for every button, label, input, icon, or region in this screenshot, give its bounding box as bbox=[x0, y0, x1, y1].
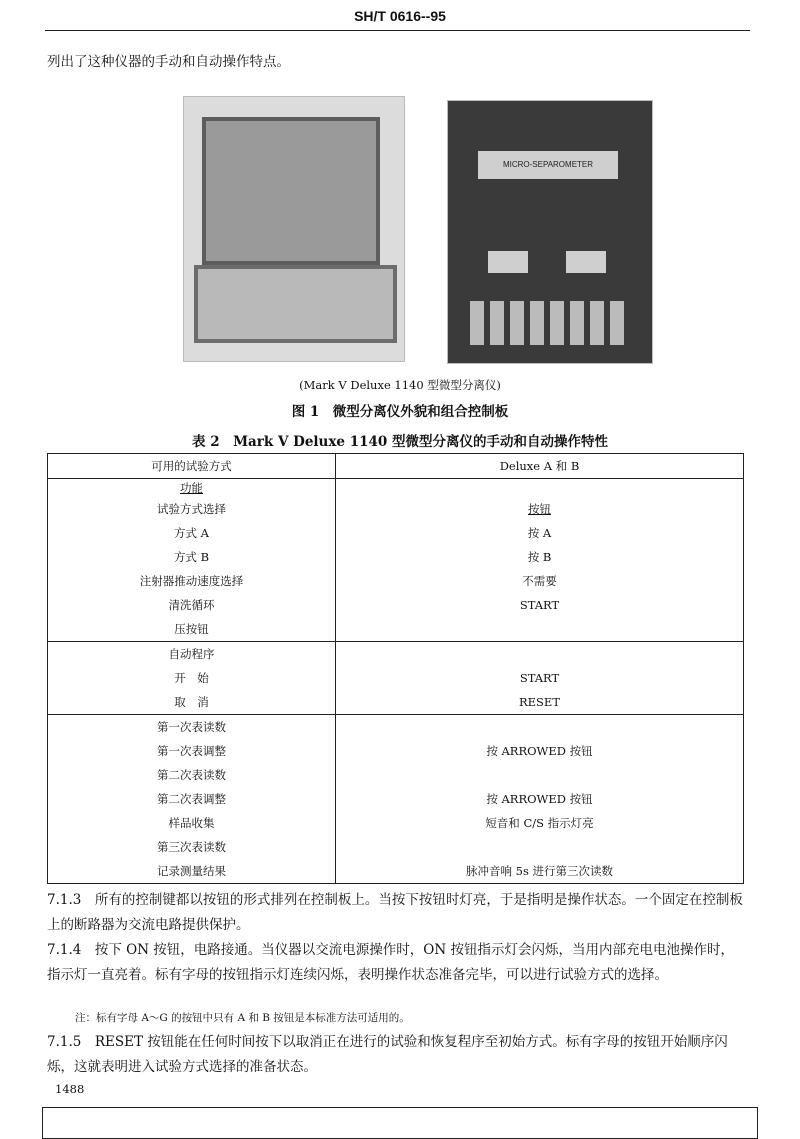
paragraph-7-1-5: 7.1.5 RESET 按钮能在任何时间按下以取消正在进行的试验和恢复程序至初始方式。标有字母的按钮开始顺序闪烁，这就表明进入试验方式选择的准备状态。 bbox=[47, 1034, 728, 1075]
instrument-case-photo bbox=[183, 96, 405, 362]
table-cell: 按 A bbox=[336, 521, 744, 545]
bottom-frame bbox=[42, 1107, 758, 1139]
control-panel-photo bbox=[447, 100, 653, 364]
table-cell: 按钮 bbox=[336, 497, 744, 521]
table-cell: 第二次表调整 bbox=[48, 787, 336, 811]
paragraph-7-1-4: 7.1.4 按下 ON 按钮，电路接通。当仪器以交流电源操作时，ON 按钮指示灯会闪烁，当用内部充电电池操作时，指示灯一直亮着。标有字母的按钮指示灯连续闪烁，表明操作状态准备完毕，可以进行试验方式的选择。 bbox=[47, 942, 734, 983]
table-cell bbox=[336, 479, 744, 498]
table-cell: 试验方式选择 bbox=[48, 497, 336, 521]
table-row bbox=[48, 811, 744, 835]
header-rule bbox=[45, 30, 750, 31]
case-lid bbox=[202, 117, 380, 265]
table-row bbox=[48, 787, 744, 811]
table-row bbox=[48, 569, 744, 593]
figure-subcaption: (Mark V Deluxe 1140 型微型分离仪) bbox=[299, 378, 501, 392]
table-row bbox=[48, 521, 744, 545]
table-row bbox=[48, 859, 744, 884]
operation-table bbox=[47, 453, 744, 884]
table-cell: 第三次表读数 bbox=[48, 835, 336, 859]
table-row bbox=[48, 642, 744, 667]
note-text: 注：标有字母 A～G 的按钮中只有 A 和 B 按钮是本标准方法可适用的。 bbox=[75, 1012, 410, 1024]
table-cell: START bbox=[336, 593, 744, 617]
table-row bbox=[48, 593, 744, 617]
table-row bbox=[48, 666, 744, 690]
table-cell: 功能 bbox=[48, 479, 336, 498]
table-cell: 按 B bbox=[336, 545, 744, 569]
table-cell: 不需要 bbox=[336, 569, 744, 593]
table-cell: 短音和 C/S 指示灯亮 bbox=[336, 811, 744, 835]
table-caption: 表 2 Mark V Deluxe 1140 型微型分离仪的手动和自动操作特性 bbox=[192, 434, 608, 450]
case-base bbox=[194, 265, 397, 343]
table-row bbox=[48, 479, 744, 498]
table-cell: RESET bbox=[336, 690, 744, 715]
table-cell: 第一次表调整 bbox=[48, 739, 336, 763]
table-row bbox=[48, 497, 744, 521]
table-cell: 记录测量结果 bbox=[48, 859, 336, 884]
table-cell bbox=[336, 715, 744, 740]
table-row bbox=[48, 545, 744, 569]
page-header: SH/T 0616--95 bbox=[354, 8, 446, 24]
table-cell bbox=[336, 763, 744, 787]
table-cell: 取 消 bbox=[48, 690, 336, 715]
table-cell: 方式 A bbox=[48, 521, 336, 545]
intro-text: 列出了这种仪器的手动和自动操作特点。 bbox=[47, 54, 290, 70]
table-row bbox=[48, 617, 744, 642]
table-cell bbox=[336, 642, 744, 667]
table-cell: 按 ARROWED 按钮 bbox=[336, 787, 744, 811]
table-cell: 压按钮 bbox=[48, 617, 336, 642]
table-row bbox=[48, 739, 744, 763]
table-cell bbox=[336, 835, 744, 859]
display-window-left bbox=[488, 251, 528, 273]
table-cell: 自动程序 bbox=[48, 642, 336, 667]
table-cell: 按 ARROWED 按钮 bbox=[336, 739, 744, 763]
keypad bbox=[470, 301, 630, 345]
table-row bbox=[48, 835, 744, 859]
table-row bbox=[48, 715, 744, 740]
table-row bbox=[48, 690, 744, 715]
table-cell: 第二次表读数 bbox=[48, 763, 336, 787]
table-cell: 开 始 bbox=[48, 666, 336, 690]
table-cell: 清洗循环 bbox=[48, 593, 336, 617]
table-cell: 样品收集 bbox=[48, 811, 336, 835]
figure-caption: 图 1 微型分离仪外貌和组合控制板 bbox=[291, 404, 509, 420]
table-cell: START bbox=[336, 666, 744, 690]
table-cell bbox=[336, 617, 744, 642]
paragraph-7-1-3: 7.1.3 所有的控制键都以按钮的形式排列在控制板上。当按下按钮时灯亮，于是指明是操作状态。一个固定在控制板上的断路器为交流电路提供保护。 bbox=[47, 892, 743, 933]
table-row bbox=[48, 763, 744, 787]
table-cell: 方式 B bbox=[48, 545, 336, 569]
table-cell: 注射器推动速度选择 bbox=[48, 569, 336, 593]
page-number: 1488 bbox=[55, 1082, 85, 1096]
table-header-cell: 可用的试验方式 bbox=[48, 454, 336, 479]
table-header-row bbox=[48, 454, 744, 479]
table-cell: 脉冲音响 5s 进行第三次读数 bbox=[336, 859, 744, 884]
panel-nameplate: MICRO-SEPAROMETER bbox=[478, 151, 618, 179]
table-header-cell: Deluxe A 和 B bbox=[336, 454, 744, 479]
table-cell: 第一次表读数 bbox=[48, 715, 336, 740]
display-window-right bbox=[566, 251, 606, 273]
